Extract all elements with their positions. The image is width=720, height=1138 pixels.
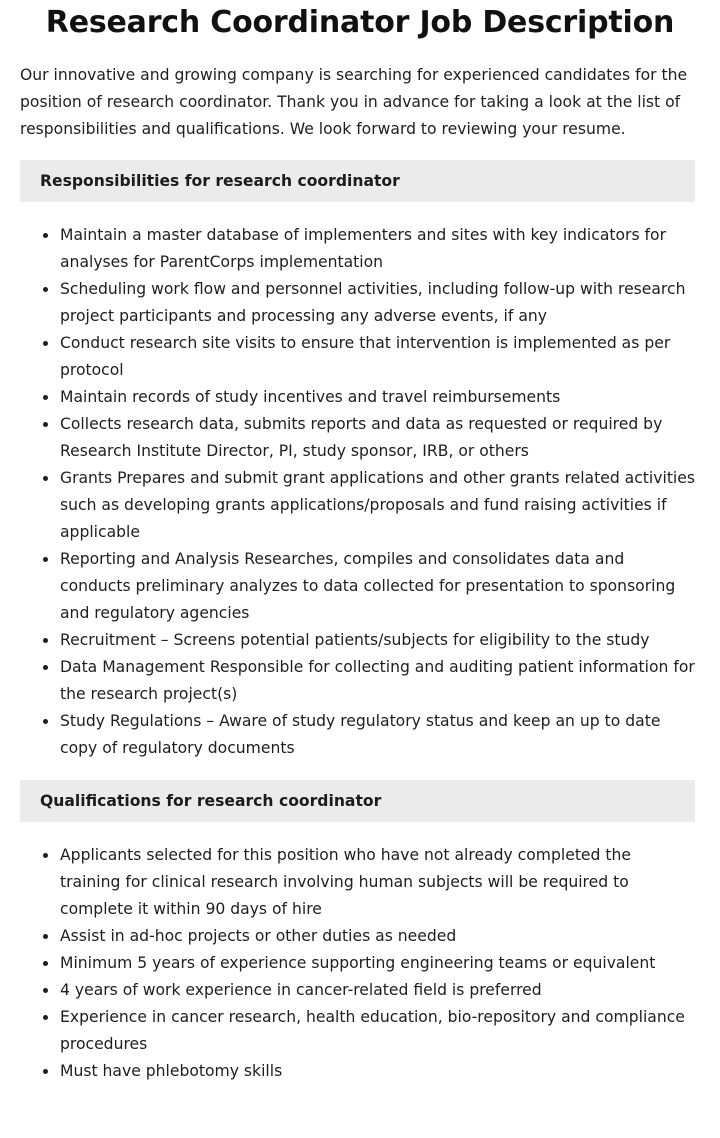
list-item [60, 627, 695, 654]
bullet-icon [43, 665, 48, 670]
list-item [60, 708, 695, 762]
list-item-text: Maintain a master database of implementers and sites with key indicators for analyses for ParentCorps implementation [60, 226, 666, 271]
list-item [60, 465, 695, 546]
list-item [60, 222, 695, 276]
list-item-text: Conduct research site visits to ensure that intervention is implemented as per protocol [60, 334, 671, 379]
list-item-text: Must have phlebotomy skills [60, 1062, 283, 1080]
list-item-text: Grants Prepares and submit grant applications and other grants related activities such as developing grants applications/proposals and fund raising activities if applicable [60, 469, 695, 541]
bullet-icon [43, 557, 48, 562]
list-item [60, 950, 695, 977]
bullet-icon [43, 853, 48, 858]
list-item-text: Applicants selected for this position who have not already completed the training for clinical research involving human subjects will be required to complete it within 90 days of hire [60, 846, 631, 918]
list-item [60, 654, 695, 708]
list-item [60, 411, 695, 465]
list-item [60, 842, 695, 923]
qualifications-list [20, 842, 695, 1085]
list-item [60, 1058, 695, 1085]
responsibilities-list [20, 222, 695, 762]
list-item-text: Recruitment – Screens potential patients/subjects for eligibility to the study [60, 631, 650, 649]
qualifications-heading: Qualifications for research coordinator [20, 780, 695, 822]
bullet-icon [43, 1015, 48, 1020]
bullet-icon [43, 395, 48, 400]
list-item [60, 546, 695, 627]
list-item-text: Scheduling work flow and personnel activities, including follow-up with research project participants and processing any adverse events, if any [60, 280, 686, 325]
list-item [60, 276, 695, 330]
bullet-icon [43, 287, 48, 292]
bullet-icon [43, 476, 48, 481]
list-item-text: Minimum 5 years of experience supporting engineering teams or equivalent [60, 954, 656, 972]
list-item [60, 384, 695, 411]
intro-paragraph: Our innovative and growing company is searching for experienced candidates for the position of research coordinator. Thank you in advance for taking a look at the list of responsibilities and qualifications. We look forward to reviewing your resume. [20, 66, 688, 138]
list-item-text: Maintain records of study incentives and travel reimbursements [60, 388, 561, 406]
list-item-text: Reporting and Analysis Researches, compiles and consolidates data and conducts preliminary analyzes to data collected for presentation to sponsoring and regulatory agencies [60, 550, 676, 622]
list-item-text: Assist in ad-hoc projects or other duties as needed [60, 927, 457, 945]
bullet-icon [43, 422, 48, 427]
list-item-text: Data Management Responsible for collecting and auditing patient information for the research project(s) [60, 658, 695, 703]
bullet-icon [43, 233, 48, 238]
list-item-text: 4 years of work experience in cancer-related field is preferred [60, 981, 542, 999]
bullet-icon [43, 719, 48, 724]
page-title: Research Coordinator Job Description [45, 5, 675, 40]
list-item [60, 1004, 695, 1058]
bullet-icon [43, 1069, 48, 1074]
bullet-icon [43, 988, 48, 993]
bullet-icon [43, 638, 48, 643]
bullet-icon [43, 961, 48, 966]
list-item [60, 977, 695, 1004]
list-item-text: Experience in cancer research, health education, bio-repository and compliance procedures [60, 1008, 685, 1053]
list-item [60, 923, 695, 950]
list-item [60, 330, 695, 384]
list-item-text: Study Regulations – Aware of study regulatory status and keep an up to date copy of regulatory documents [60, 712, 661, 757]
list-item-text: Collects research data, submits reports and data as requested or required by Research Institute Director, PI, study sponsor, IRB, or others [60, 415, 663, 460]
responsibilities-heading: Responsibilities for research coordinator [20, 160, 695, 202]
bullet-icon [43, 934, 48, 939]
bullet-icon [43, 341, 48, 346]
